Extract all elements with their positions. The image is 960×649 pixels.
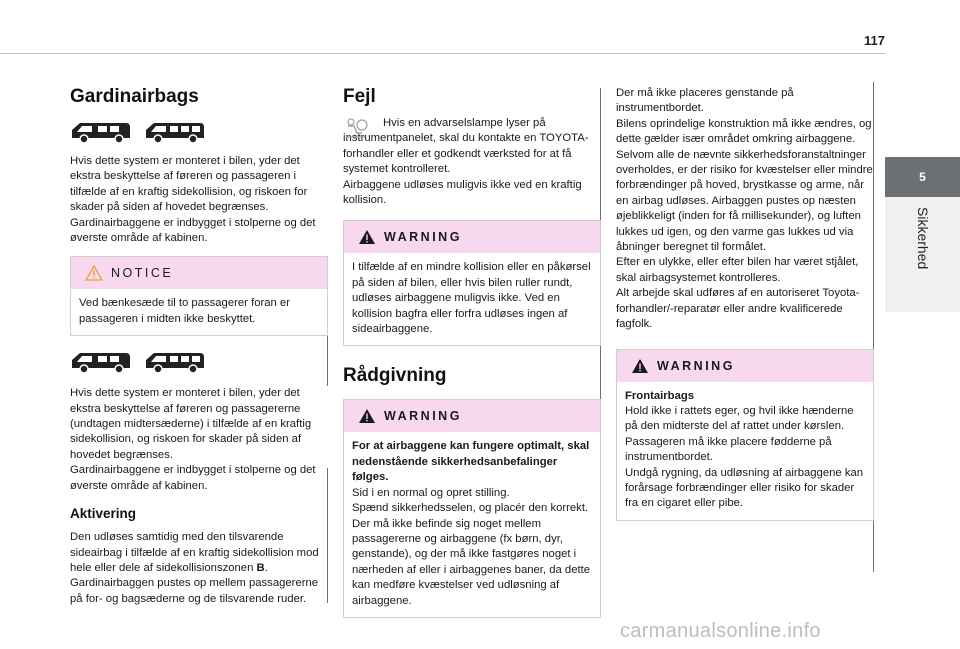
section-title-advice: Rådgivning — [343, 365, 447, 387]
warning-triangle-icon — [358, 408, 376, 424]
chapter-tab-number[interactable]: 5 — [885, 157, 960, 197]
van-long-icon — [144, 120, 206, 144]
warning-box-3 — [616, 349, 874, 521]
warning-triangle-icon — [631, 358, 649, 374]
warning-label-3: WARNING — [657, 358, 735, 373]
advice-text-2: Bilens oprindelige konstruktion må ikke ændres, og dette gælder især området omkring airbaggene. — [616, 117, 872, 146]
warning-triangle-icon — [358, 229, 376, 245]
warning-text-2-line-3: Der må ikke befinde sig noget mellem passagererne og airbaggene (fx børn, dyr, genstande), og der må ikke fastgøres noget i nærheden af eller i airbaggenes baner, da dette kan medføre kvæstelser ved udløsning af airbaggene. — [352, 517, 591, 607]
chapter-tab[interactable] — [885, 197, 960, 312]
advice-text-5: Alt arbejde skal udføres af en autoriseret Toyota-forhandler/-reparatør eller andre kvalificerede fagfolk. — [616, 287, 860, 331]
warning-text-3-line-2: Passageren må ikke placere fødderne på instrumentbordet. — [625, 435, 832, 464]
notice-label: NOTICE — [111, 266, 174, 281]
warning-box-1 — [343, 220, 601, 346]
warning-text-2-bold: For at airbaggene kan fungere optimalt, skal nedenstående sikkerhedsanbefalinger følges. — [352, 440, 590, 484]
warning-label-2: WARNING — [384, 409, 462, 424]
notice-header — [71, 257, 327, 289]
activation-text: Den udløses samtidig med den tilsvarende sideairbag i tilfælde af en kraftig sidekollision mod hele eller dele af sidekollisionszonen B. — [70, 531, 319, 574]
warning-label-1: WARNING — [384, 230, 462, 245]
warning-header-1 — [344, 221, 600, 253]
section-title-fault: Fejl — [343, 86, 376, 107]
advice-text-4: Efter en ulykke, eller efter bilen har været stjålet, skal airbagsystemet kontrolleres. — [616, 256, 859, 284]
header-rule — [0, 53, 885, 54]
fault-text: Hvis en advarselslampe lyser på instrumentpanelet, skal du kontakte en TOYOTA-forhandler eller et godkendt værksted for at få systemet kontrolleret. — [343, 117, 589, 176]
activation-text-2: Gardinairbaggen pustes op mellem passagererne på for- og bagsæderne og de tilsvarende ruder. — [70, 577, 319, 605]
vehicle-icons-row-1 — [70, 120, 328, 146]
van-short-icon — [70, 120, 132, 144]
chapter-title: Sikkerhed — [915, 207, 931, 270]
warning-header-2 — [344, 400, 600, 432]
fault-block — [343, 116, 601, 208]
advice-text-1: Der må ikke placeres genstande på instrumentbordet. — [616, 87, 794, 115]
page-number: 117 — [864, 33, 885, 48]
advice-text-3: Selvom alle de nævnte sikkerhedsforanstaltninger overholdes, er der risiko for kvæstelser eller mindre forbrændinger på hoved, brystkasse og arme, når en airbag udløses. Airbaggen pustes op næsten øjeblikkeligt (inden for få millisekunder), og luften lukkes ud igen, og den varme gas lukkes ud via åbninger beregnet til formålet. — [616, 148, 873, 254]
column-3 — [616, 86, 874, 521]
notice-triangle-icon — [85, 265, 103, 281]
notice-text: Ved bænkesæde til to passagerer foran er passageren i midten ikke beskyttet. — [79, 297, 291, 325]
curtain-airbags-paragraph-2b: Gardinairbaggene er indbygget i stolperne og det øverste område af kabinen. — [70, 464, 316, 492]
warning-header-3 — [617, 350, 873, 382]
warning-text-1: I tilfælde af en mindre kollision eller en påkørsel på siden af bilen, eller hvis bilen ruller rundt, udløses airbaggene muligvis ikke. Ved en kollision bagfra eller forfra udløses ingen af sideairbaggene. — [352, 261, 591, 336]
notice-box — [70, 256, 328, 336]
van-short-icon — [70, 350, 132, 374]
column-2 — [343, 86, 601, 618]
warning-subtitle-frontairbags: Frontairbags — [625, 389, 695, 402]
warning-box-2 — [343, 399, 601, 617]
footer-watermark[interactable]: carmanualsonline.info — [620, 620, 821, 642]
warning-text-2-line-2: Spænd sikkerhedsselen, og placér den korrekt. — [352, 502, 589, 515]
subsection-title-activation: Aktivering — [70, 506, 137, 522]
warning-text-3-line-1: Hold ikke i rattets eger, og hvil ikke hænderne på den midterste del af rattet under kørslen. — [625, 404, 854, 433]
column-1 — [70, 86, 328, 607]
van-long-icon — [144, 350, 206, 374]
warning-text-2-line-1: Sid i en normal og opret stilling. — [352, 486, 510, 499]
curtain-airbags-paragraph-2: Hvis dette system er monteret i bilen, yder det ekstra beskyttelse af føreren og passagererne (undtagen midtersæderne) i tilfælde af en kraftig sidekollision, og riskoen for skader på siden af hovedet begrænses. — [70, 387, 312, 461]
section-title-curtain-airbags: Gardinairbags — [70, 86, 199, 107]
curtain-airbags-paragraph-1: Hvis dette system er monteret i bilen, yder det ekstra beskyttelse af føreren og passageren i tilfælde af en kraftig sidekollision, og riskoen for skader på siden af hovedet begrænses. — [70, 155, 308, 214]
curtain-airbags-paragraph-1b: Gardinairbaggene er indbygget i stolperne og det øverste område af kabinen. — [70, 216, 316, 245]
airbag-warning-lamp-icon — [343, 117, 369, 139]
fault-text-2: Airbaggene udløses muligvis ikke ved en kraftig kollision. — [343, 178, 582, 207]
warning-text-3-line-3: Undgå rygning, da udløsning af airbaggene kan forårsage forbrændinger eller risiko for skader fra en cigaret eller pibe. — [625, 466, 864, 510]
vehicle-icons-row-2 — [70, 350, 328, 376]
